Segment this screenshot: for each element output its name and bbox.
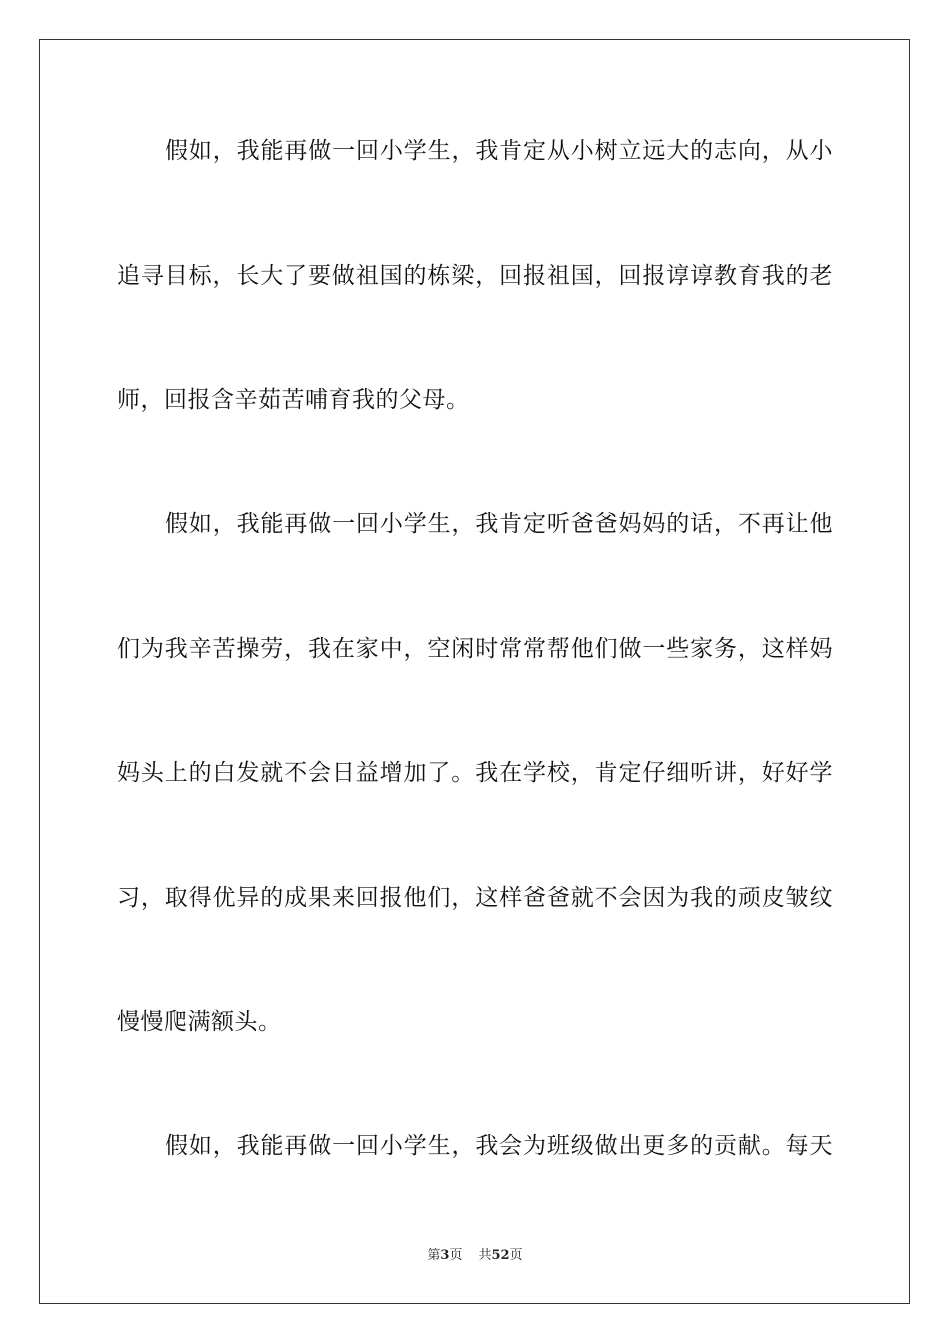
- footer-total-suffix: 页: [509, 1248, 523, 1263]
- page-border: [39, 39, 910, 1304]
- paragraph-3-line-1: 假如，我能再做一回小学生，我会为班级做出更多的贡献。每天: [165, 1133, 833, 1159]
- footer-page-suffix: 页: [449, 1248, 463, 1263]
- paragraph-1-line-3: 师，回报含辛茹苦哺育我的父母。: [117, 387, 470, 413]
- footer-total-prefix: 共: [478, 1248, 492, 1263]
- paragraph-2-line-5: 慢慢爬满额头。: [117, 1009, 282, 1035]
- footer-page-number: 3: [440, 1248, 450, 1263]
- page-footer: [0, 1246, 950, 1266]
- paragraph-2-line-1: 假如，我能再做一回小学生，我肯定听爸爸妈妈的话，不再让他: [165, 511, 833, 537]
- footer-total-pages: 52: [491, 1248, 510, 1263]
- paragraph-1-line-1: 假如，我能再做一回小学生，我肯定从小树立远大的志向，从小: [165, 138, 833, 164]
- paragraph-1-line-2: 追寻目标，长大了要做祖国的栋梁，回报祖国，回报谆谆教育我的老: [117, 263, 833, 289]
- paragraph-2-line-4: 习，取得优异的成果来回报他们，这样爸爸就不会因为我的顽皮皱纹: [117, 885, 833, 911]
- paragraph-2-line-2: 们为我辛苦操劳，我在家中，空闲时常常帮他们做一些家务，这样妈: [117, 636, 833, 662]
- footer-page-prefix: 第: [427, 1248, 441, 1263]
- paragraph-2-line-3: 妈头上的白发就不会日益增加了。我在学校，肯定仔细听讲，好好学: [117, 760, 833, 786]
